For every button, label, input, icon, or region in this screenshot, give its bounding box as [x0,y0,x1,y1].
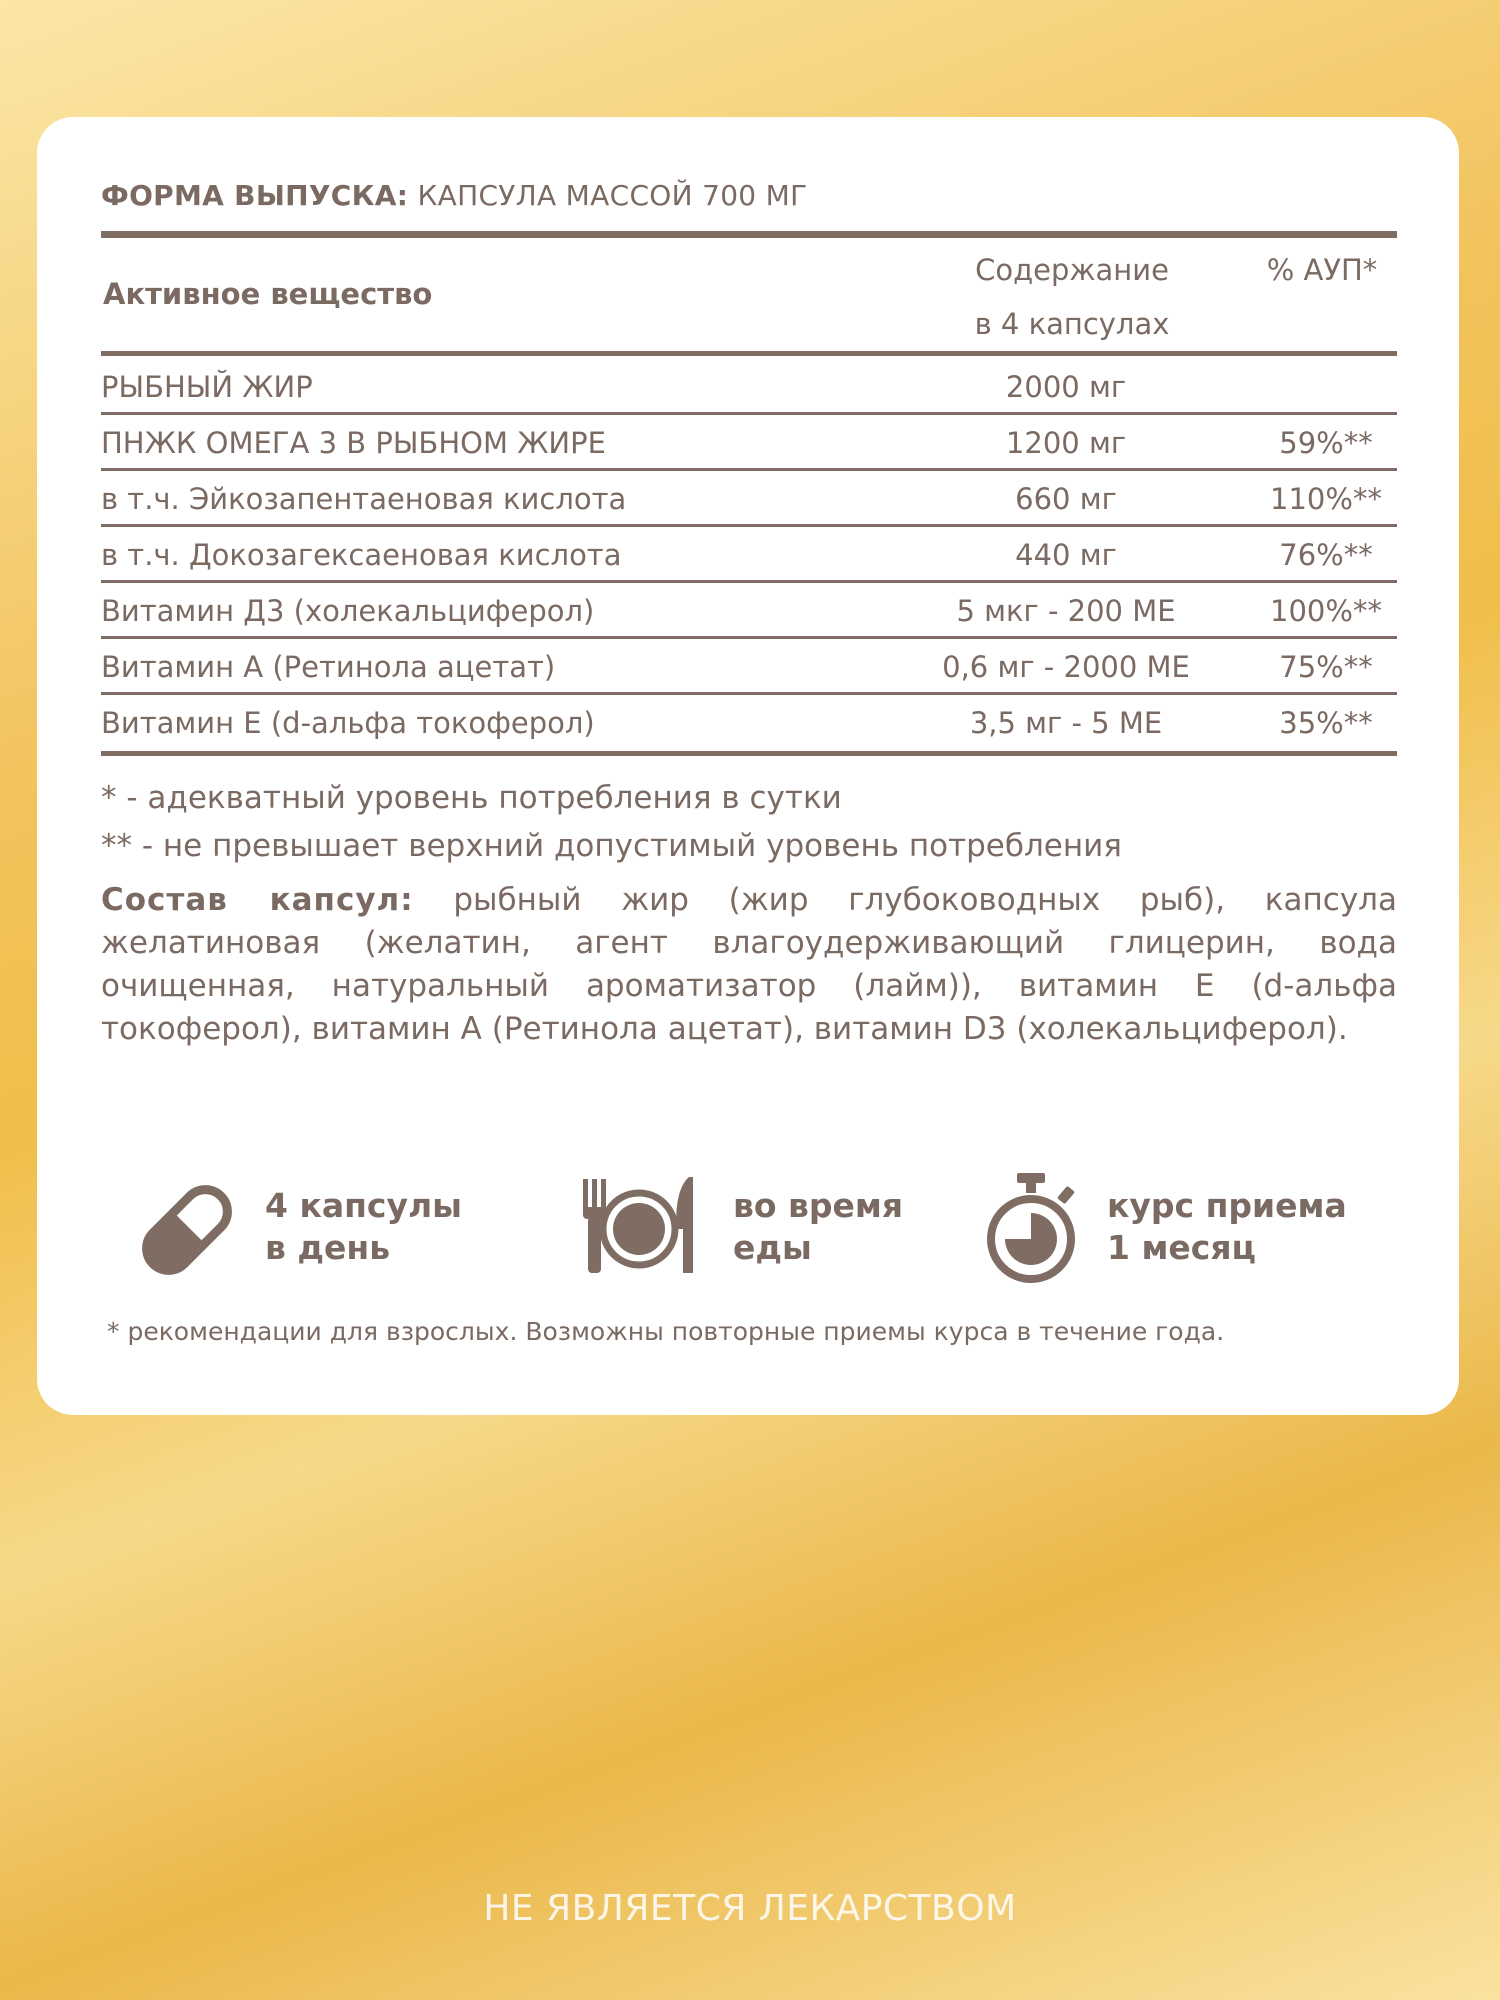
column-header-pct [1247,243,1397,297]
table-row [101,583,1397,639]
usage-timing-label [733,1185,903,1269]
row-pct: 110%** [1270,482,1382,516]
table-row [101,471,1397,527]
row-amount: 660 мг [1015,482,1117,516]
row-name: Витамин А (Ретинола ацетат) [101,650,556,684]
composition-text: рыбный жир (жир глубоководных рыб), капсула желатиновая (желатин, агент влагоудерживающий глицерин, вода очищенная, натуральный ароматизатор (лайм)), витамин Е (d-альфа токоферол), витамин А (Ретинола ацетат), витамин D3 (холекальциферол). [101,882,1397,1047]
usage-dose-label [265,1185,462,1269]
plate-cutlery-icon [573,1173,703,1283]
composition-label: Состав капсул: [101,882,414,918]
not-medicine-notice: НЕ ЯВЛЯЕТСЯ ЛЕКАРСТВОМ [483,1888,1017,1929]
row-pct: 75%** [1279,650,1373,684]
row-name: РЫБНЫЙ ЖИР [101,370,313,404]
row-pct: 100%** [1270,594,1382,628]
row-amount: 2000 мг [1005,370,1127,404]
row-pct: 76%** [1279,538,1373,572]
usage-dose-line2: в день [265,1228,391,1267]
usage-timing-line2: еды [733,1228,812,1267]
row-amount: 3,5 мг - 5 МЕ [969,706,1163,740]
row-name: в т.ч. Эйкозапентаеновая кислота [101,482,627,516]
usage-dose-line1: 4 капсулы [265,1186,463,1225]
column-header-active: Активное вещество [103,277,433,311]
capsule-composition [101,879,1397,1051]
table-top-rule [101,231,1397,238]
release-form-value: КАПСУЛА МАССОЙ 700 МГ [417,179,808,212]
adult-recommendation-note: * рекомендации для взрослых. Возможны повторные приемы курса в течение года. [107,1317,1225,1346]
row-name: ПНЖК ОМЕГА 3 В РЫБНОМ ЖИРЕ [101,426,606,460]
row-name: Витамин Е (d-альфа токоферол) [101,706,595,740]
column-header-content [957,243,1187,351]
info-card [37,117,1459,1415]
column-header-content-line2: в 4 капсулах [974,307,1170,341]
release-form-title [101,179,807,212]
stopwatch-icon [981,1171,1081,1289]
table-bottom-rule [101,751,1397,756]
table-row [101,695,1397,751]
row-amount: 5 мкг - 200 МЕ [956,594,1176,628]
column-header-content-line1: Содержание [975,253,1169,287]
row-amount: 1200 мг [1005,426,1127,460]
row-pct: 35%** [1279,706,1373,740]
capsule-icon [127,1170,247,1290]
table-header-rule [101,351,1397,356]
usage-timing-line1: во время [733,1186,904,1225]
footnote-adequate-level: * - адекватный уровень потребления в сутки [101,780,842,816]
column-header-pct-label: % АУП* [1266,253,1378,287]
row-pct: 59%** [1279,426,1373,460]
footnote-upper-limit: ** - не превышает верхний допустимый уровень потребления [101,828,1122,864]
table-row [101,527,1397,583]
row-amount: 440 мг [1015,538,1117,572]
usage-course-line2: 1 месяц [1107,1228,1257,1267]
row-amount: 0,6 мг - 2000 МЕ [942,650,1190,684]
row-name: в т.ч. Докозагексаеновая кислота [101,538,622,572]
table-row [101,639,1397,695]
row-name: Витамин Д3 (холекальциферол) [101,594,595,628]
usage-course-line1: курс приема [1107,1186,1347,1225]
release-form-label: ФОРМА ВЫПУСКА: [101,179,409,212]
table-row [101,415,1397,471]
usage-course-label [1107,1185,1347,1269]
table-row [101,359,1397,415]
